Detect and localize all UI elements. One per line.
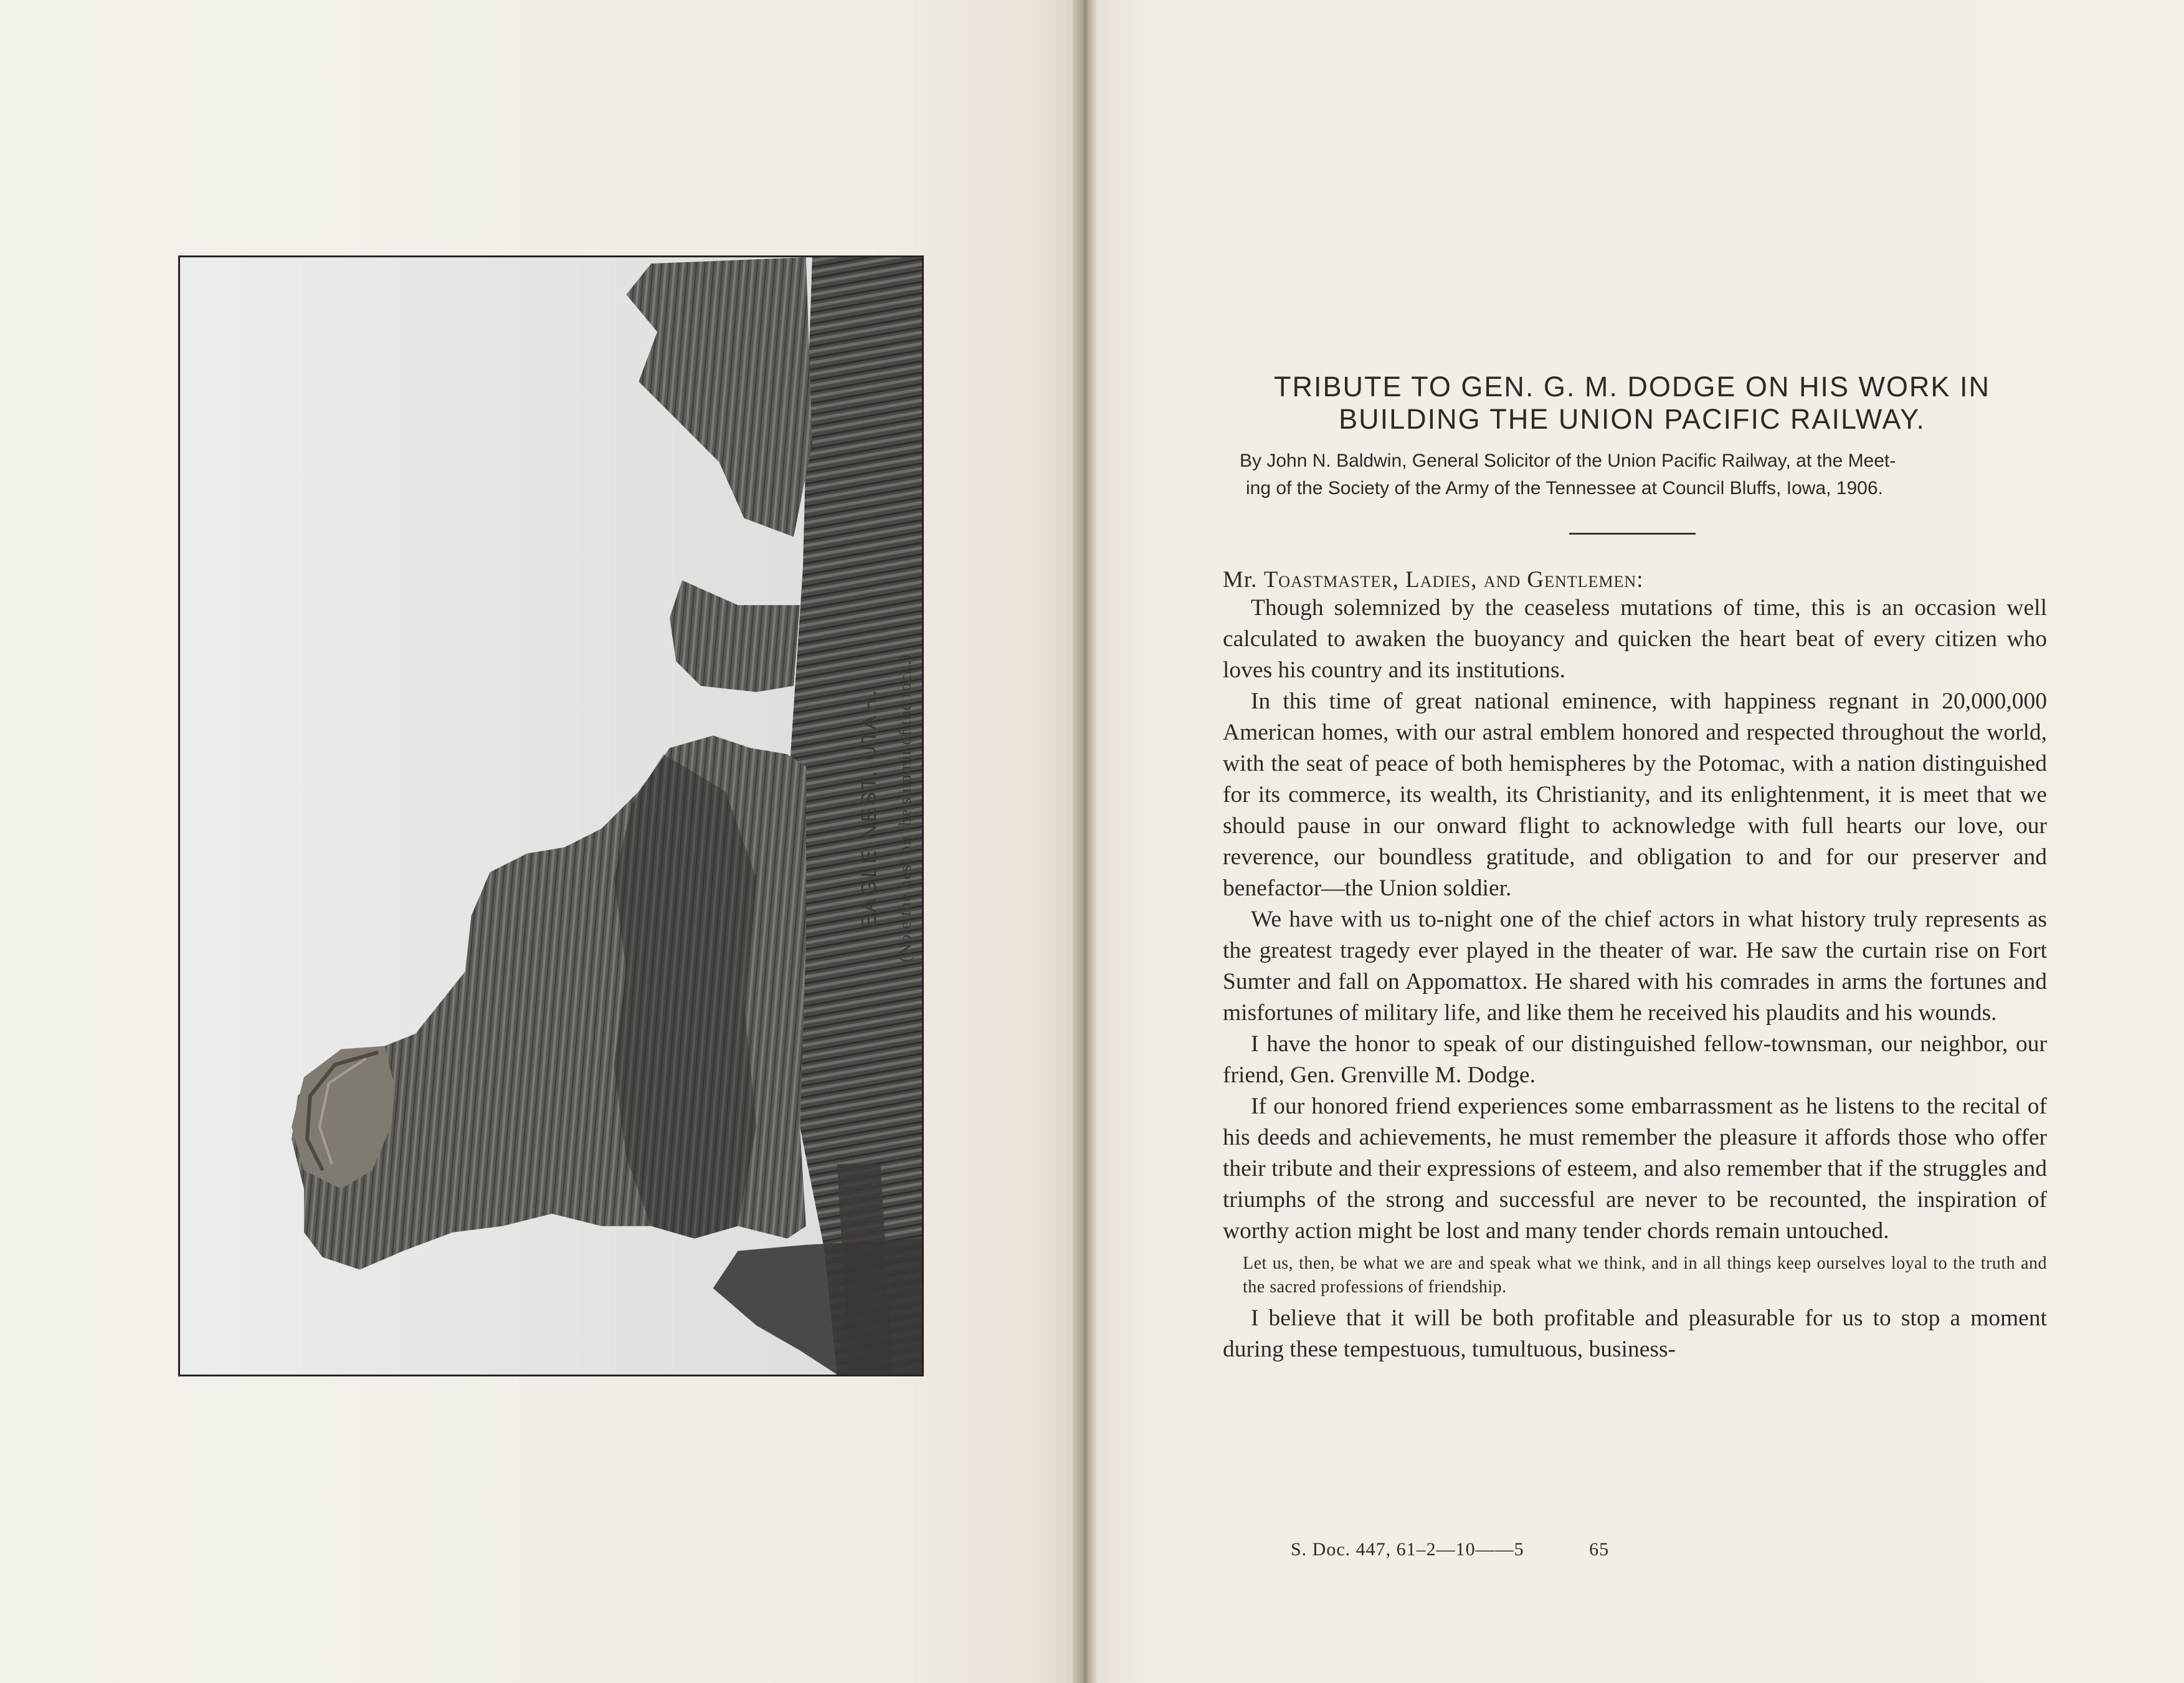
eagle-nest-photograph bbox=[178, 255, 924, 1376]
paragraph-5: If our honored friend experiences some embarrassment as he listens to the recital of his deeds and achievements, he must remember the pleasure it affords those who offer their tribute and their expressions of esteem, and also remember that if the struggles and triumphs of the strong and successful are never to be recounted, the inspiration of worthy action might be lost and many tender chords remain untouched. bbox=[1223, 1094, 2047, 1244]
salutation bbox=[1223, 565, 1643, 596]
paragraph-3: We have with us to-night one of the chief actors in what history truly represents as the greatest tragedy ever played in the theater of war. He saw the curtain rise on Fort Sumter and fall on Appomattox. He shared with his comrades in arms the fortunes and misfortunes of military life, and like them he received his plaudits and his wounds. bbox=[1223, 907, 2047, 1026]
salutation-text: Toastmaster, Ladies, and Gentlemen: bbox=[1263, 567, 1644, 593]
paragraph-1: Though solemnized by the ceaseless mutations of time, this is an occasion well calculated to awaken the buoyancy and quicken the heart beat of every citizen who loves his country and its institutions. bbox=[1223, 595, 2047, 683]
paragraph-6: I believe that it will be both profitable and pleasurable for us to stop a moment during these tempestuous, tumultuous, business- bbox=[1223, 1305, 2047, 1362]
article-body bbox=[1223, 593, 2047, 1365]
article-title-line-2: BUILDING THE UNION PACIFIC RAILWAY. bbox=[1339, 403, 1925, 435]
paragraph-4: I have the honor to speak of our distinguished fellow-townsman, our neighbor, our friend, Gen. Grenville M. Dodge. bbox=[1223, 1031, 2047, 1088]
byline-line-2: ing of the Society of the Army of the Tennessee at Council Bluffs, Iowa, 1906. bbox=[1246, 478, 1883, 498]
block-quote: Let us, then, be what we are and speak what we think, and in all things keep ourselves loyal to the truth and the sacred professions of friendship. bbox=[1243, 1254, 2047, 1297]
footer-signature: S. Doc. 447, 61–2—10——5 bbox=[1291, 1539, 1524, 1560]
section-divider bbox=[1569, 533, 1696, 535]
left-page bbox=[0, 0, 1081, 1683]
page-number: 65 bbox=[1589, 1539, 1610, 1560]
paragraph-2: In this time of great national eminence, with happiness regnant in 20,000,000 American homes, with our astral emblem honored and respected throughout the world, with the seat of peace of both hemispheres by the Potomac, with a nation distinguished for its commerce, its wealth, its Christianity, and its enlightenment, it is meet that we should pause in our onward flight to acknowledge with full hearts our love, our reverence, our boundless gratitude, and obligation to and for our preserver and benefactor—the Union soldier. bbox=[1223, 689, 2047, 901]
article-title bbox=[1215, 371, 2049, 436]
plate-caption-note: (Note the nest on the summit of the rock.) bbox=[896, 654, 914, 963]
plate-caption bbox=[857, 528, 918, 1089]
rock-formation-image bbox=[180, 257, 922, 1375]
plate-caption-title: EAGLE NEST, UTAH. bbox=[857, 687, 880, 929]
book-gutter bbox=[1073, 0, 1098, 1683]
page-footer bbox=[1291, 1539, 1609, 1560]
article-byline bbox=[1240, 447, 2047, 502]
byline-line-1: By John N. Baldwin, General Solicitor of the Union Pacific Railway, at the Meet- bbox=[1240, 451, 1896, 471]
salutation-prefix: Mr. bbox=[1223, 567, 1258, 593]
article-title-line-1: TRIBUTE TO GEN. G. M. DODGE ON HIS WORK IN bbox=[1274, 371, 1990, 403]
